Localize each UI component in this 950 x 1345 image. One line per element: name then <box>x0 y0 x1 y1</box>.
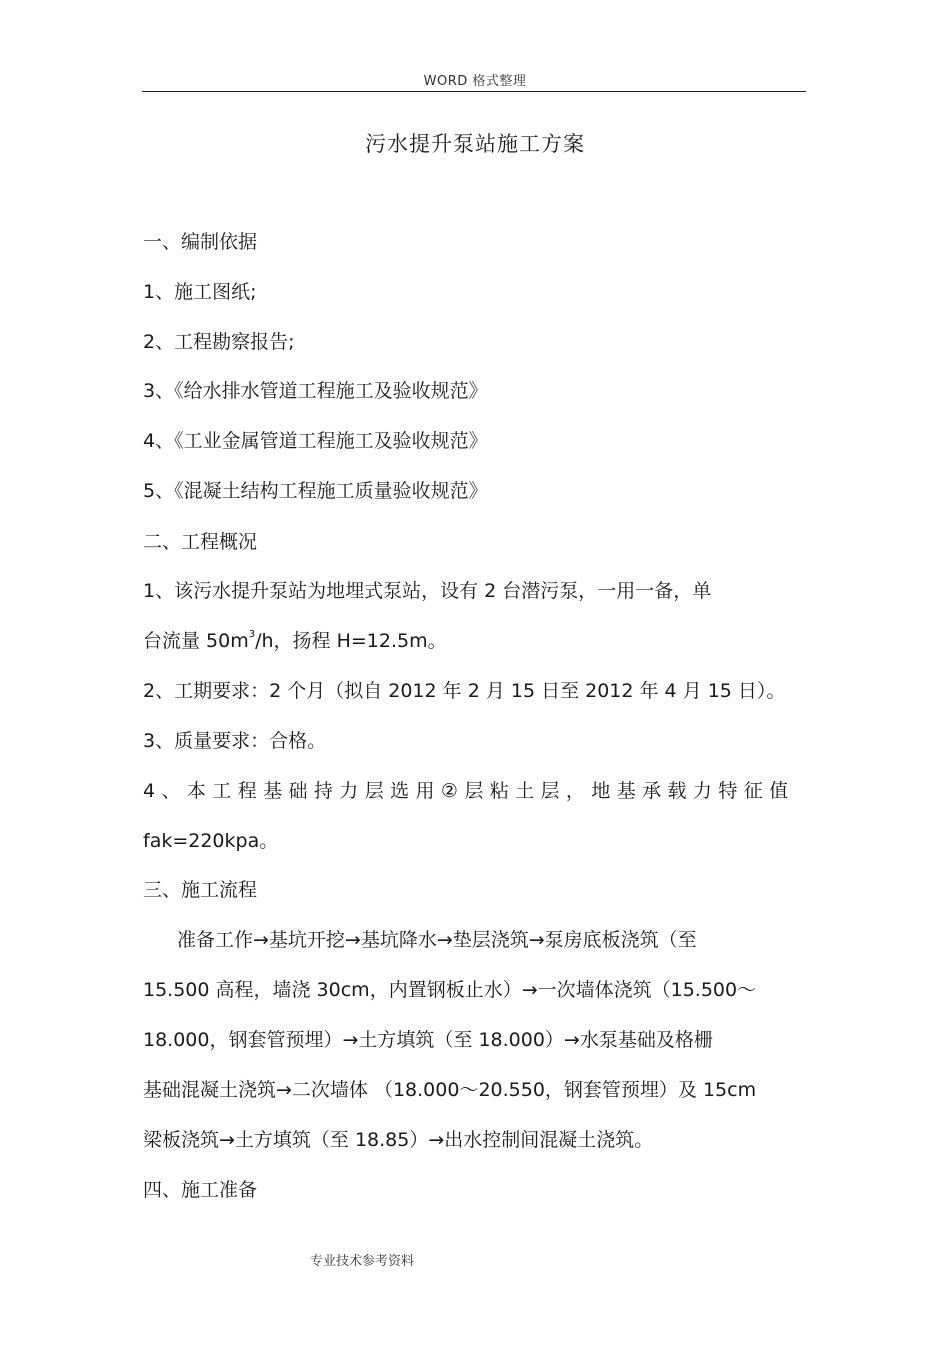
list-item: 5、《混凝土结构工程施工质量验收规范》 <box>143 480 488 502</box>
process-line: 梁板浇筑→土方填筑（至 18.85）→出水控制间混凝土浇筑。 <box>143 1129 654 1151</box>
page-footer: 专业技术参考资料 <box>310 1254 415 1269</box>
overview-item-4-line-1: 4、本工程基础持力层选用②层粘土层，地基承载力特征值 <box>143 780 795 802</box>
list-item: 3、《给水排水管道工程施工及验收规范》 <box>143 380 488 402</box>
head-text: /h，扬程 H=12.5m。 <box>255 630 447 652</box>
process-line: 15.500 高程，墙浇 30cm，内置钢板止水）→一次墙体浇筑（15.500～ <box>143 979 757 1001</box>
page-header: WORD 格式整理 <box>423 74 527 89</box>
process-line: 18.000，钢套管预埋）→土方填筑（至 18.000）→水泵基础及格栅 <box>143 1029 713 1051</box>
process-line: 基础混凝土浇筑→二次墙体 （18.000～20.550，钢套管预埋）及 15cm <box>143 1079 757 1101</box>
overview-item-4-line-2: fak=220kpa。 <box>143 830 279 852</box>
unit-superscript: 3 <box>248 629 256 640</box>
list-item: 4、《工业金属管道工程施工及验收规范》 <box>143 430 488 452</box>
list-item: 2、工程勘察报告; <box>143 331 295 353</box>
overview-item-3: 3、质量要求：合格。 <box>143 730 327 752</box>
process-line: 准备工作→基坑开挖→基坑降水→垫层浇筑→泵房底板浇筑（至 <box>177 929 697 951</box>
document-title: 污水提升泵站施工方案 <box>365 132 585 156</box>
section-heading-overview: 二、工程概况 <box>143 531 258 553</box>
overview-item-1-line-2 <box>143 628 447 654</box>
overview-item-1-line-1: 1、该污水提升泵站为地埋式泵站，设有 2 台潜污泵，一用一备，单 <box>143 580 712 602</box>
section-heading-preparation: 四、施工准备 <box>143 1179 258 1201</box>
header-divider <box>142 91 806 92</box>
flow-rate-text: 台流量 50m <box>143 630 249 652</box>
section-heading-process: 三、施工流程 <box>143 879 258 901</box>
overview-item-2: 2、工期要求：2 个月（拟自 2012 年 2 月 15 日至 2012 年 4 月 15 日）。 <box>143 680 786 702</box>
section-heading-basis: 一、编制依据 <box>143 231 258 253</box>
list-item: 1、施工图纸; <box>143 281 257 303</box>
